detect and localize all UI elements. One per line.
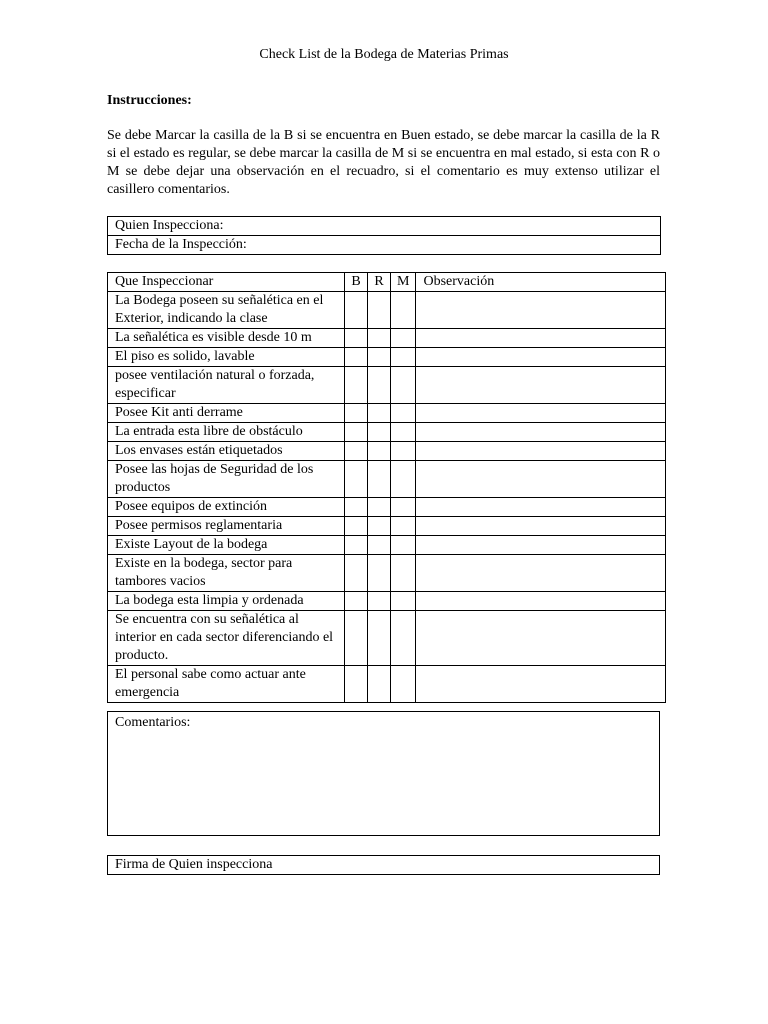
- table-row: [108, 611, 666, 666]
- observation-cell[interactable]: [416, 442, 666, 461]
- checkbox-cell-m[interactable]: [391, 292, 416, 329]
- checkbox-cell-m[interactable]: [391, 348, 416, 367]
- header-que-inspeccionar: Que Inspeccionar: [108, 273, 345, 292]
- inspection-item-label: posee ventilación natural o forzada, especificar: [108, 367, 345, 404]
- table-row: [108, 666, 666, 703]
- table-row: [108, 367, 666, 404]
- observation-cell[interactable]: [416, 292, 666, 329]
- checkbox-cell-r[interactable]: [368, 611, 391, 666]
- comments-box[interactable]: [107, 711, 660, 836]
- checkbox-cell-r[interactable]: [368, 666, 391, 703]
- inspection-item-label: Los envases están etiquetados: [108, 442, 345, 461]
- signature-label: Firma de Quien inspecciona: [115, 857, 273, 872]
- checkbox-cell-b[interactable]: [345, 292, 368, 329]
- header-b: B: [345, 273, 368, 292]
- table-row: [108, 442, 666, 461]
- checkbox-cell-r[interactable]: [368, 442, 391, 461]
- observation-cell[interactable]: [416, 423, 666, 442]
- checkbox-cell-b[interactable]: [345, 517, 368, 536]
- observation-cell[interactable]: [416, 367, 666, 404]
- checklist-table: [107, 272, 666, 703]
- inspection-item-label: Existe Layout de la bodega: [108, 536, 345, 555]
- checkbox-cell-r[interactable]: [368, 367, 391, 404]
- checkbox-cell-b[interactable]: [345, 461, 368, 498]
- table-row: [108, 329, 666, 348]
- inspection-item-label: Posee permisos reglamentaria: [108, 517, 345, 536]
- inspection-item-label: Existe en la bodega, sector para tambores vacios: [108, 555, 345, 592]
- inspection-item-label: La Bodega poseen su señalética en el Exterior, indicando la clase: [108, 292, 345, 329]
- table-row: [108, 498, 666, 517]
- table-row: [108, 461, 666, 498]
- header-observacion: Observación: [416, 273, 666, 292]
- observation-cell[interactable]: [416, 611, 666, 666]
- checkbox-cell-m[interactable]: [391, 517, 416, 536]
- checkbox-cell-r[interactable]: [368, 536, 391, 555]
- checkbox-cell-r[interactable]: [368, 292, 391, 329]
- checkbox-cell-r[interactable]: [368, 461, 391, 498]
- checkbox-cell-m[interactable]: [391, 611, 416, 666]
- inspector-field[interactable]: Quien Inspecciona:: [108, 217, 661, 236]
- inspection-item-label: Posee Kit anti derrame: [108, 404, 345, 423]
- checkbox-cell-m[interactable]: [391, 666, 416, 703]
- checkbox-cell-b[interactable]: [345, 592, 368, 611]
- table-row: [108, 592, 666, 611]
- inspection-item-label: La bodega esta limpia y ordenada: [108, 592, 345, 611]
- checkbox-cell-m[interactable]: [391, 442, 416, 461]
- inspection-item-label: El piso es solido, lavable: [108, 348, 345, 367]
- checkbox-cell-m[interactable]: [391, 461, 416, 498]
- checkbox-cell-r[interactable]: [368, 498, 391, 517]
- checkbox-cell-r[interactable]: [368, 348, 391, 367]
- checkbox-cell-m[interactable]: [391, 329, 416, 348]
- observation-cell[interactable]: [416, 404, 666, 423]
- observation-cell[interactable]: [416, 461, 666, 498]
- table-row: [108, 555, 666, 592]
- checkbox-cell-m[interactable]: [391, 498, 416, 517]
- inspection-date-field[interactable]: Fecha de la Inspección:: [108, 236, 661, 255]
- header-r: R: [368, 273, 391, 292]
- checkbox-cell-m[interactable]: [391, 404, 416, 423]
- checkbox-cell-r[interactable]: [368, 329, 391, 348]
- observation-cell[interactable]: [416, 536, 666, 555]
- table-row: [108, 536, 666, 555]
- checkbox-cell-b[interactable]: [345, 367, 368, 404]
- observation-cell[interactable]: [416, 498, 666, 517]
- checkbox-cell-m[interactable]: [391, 592, 416, 611]
- checkbox-cell-b[interactable]: [345, 404, 368, 423]
- observation-cell[interactable]: [416, 329, 666, 348]
- signature-field[interactable]: [107, 855, 660, 875]
- table-row: [108, 423, 666, 442]
- checkbox-cell-b[interactable]: [345, 666, 368, 703]
- comments-label: Comentarios:: [115, 715, 191, 730]
- table-row: [108, 292, 666, 329]
- observation-cell[interactable]: [416, 517, 666, 536]
- inspection-item-label: Posee equipos de extinción: [108, 498, 345, 517]
- instructions-text: Se debe Marcar la casilla de la B si se encuentra en Buen estado, se debe marcar la casilla de la R si el estado es regular, se debe marcar la casilla de M si se encuentra en mal estado, si esta con R o M se debe dejar una observación en el recuadro, si el comentario es muy extenso utilizar el casillero comentarios.: [107, 128, 660, 197]
- checkbox-cell-r[interactable]: [368, 517, 391, 536]
- checkbox-cell-b[interactable]: [345, 536, 368, 555]
- checkbox-cell-m[interactable]: [391, 423, 416, 442]
- checkbox-cell-b[interactable]: [345, 498, 368, 517]
- page-title: Check List de la Bodega de Materias Primas: [259, 47, 509, 62]
- checkbox-cell-m[interactable]: [391, 367, 416, 404]
- table-row: [108, 348, 666, 367]
- inspection-item-label: Se encuentra con su señalética al interior en cada sector diferenciando el producto.: [108, 611, 345, 666]
- inspection-item-label: La entrada esta libre de obstáculo: [108, 423, 345, 442]
- checkbox-cell-b[interactable]: [345, 555, 368, 592]
- observation-cell[interactable]: [416, 666, 666, 703]
- checkbox-cell-r[interactable]: [368, 423, 391, 442]
- checkbox-cell-b[interactable]: [345, 329, 368, 348]
- checkbox-cell-r[interactable]: [368, 404, 391, 423]
- instructions-heading: Instrucciones:: [107, 93, 192, 108]
- table-row: [108, 517, 666, 536]
- inspection-item-label: Posee las hojas de Seguridad de los productos: [108, 461, 345, 498]
- observation-cell[interactable]: [416, 592, 666, 611]
- checkbox-cell-r[interactable]: [368, 555, 391, 592]
- inspection-info-table: [107, 216, 661, 255]
- inspection-item-label: El personal sabe como actuar ante emergencia: [108, 666, 345, 703]
- observation-cell[interactable]: [416, 348, 666, 367]
- checkbox-cell-b[interactable]: [345, 423, 368, 442]
- checkbox-cell-b[interactable]: [345, 442, 368, 461]
- checkbox-cell-m[interactable]: [391, 555, 416, 592]
- inspection-item-label: La señalética es visible desde 10 m: [108, 329, 345, 348]
- checkbox-cell-b[interactable]: [345, 348, 368, 367]
- checkbox-cell-m[interactable]: [391, 536, 416, 555]
- checkbox-cell-r[interactable]: [368, 592, 391, 611]
- table-row: [108, 404, 666, 423]
- header-m: M: [391, 273, 416, 292]
- checkbox-cell-b[interactable]: [345, 611, 368, 666]
- observation-cell[interactable]: [416, 555, 666, 592]
